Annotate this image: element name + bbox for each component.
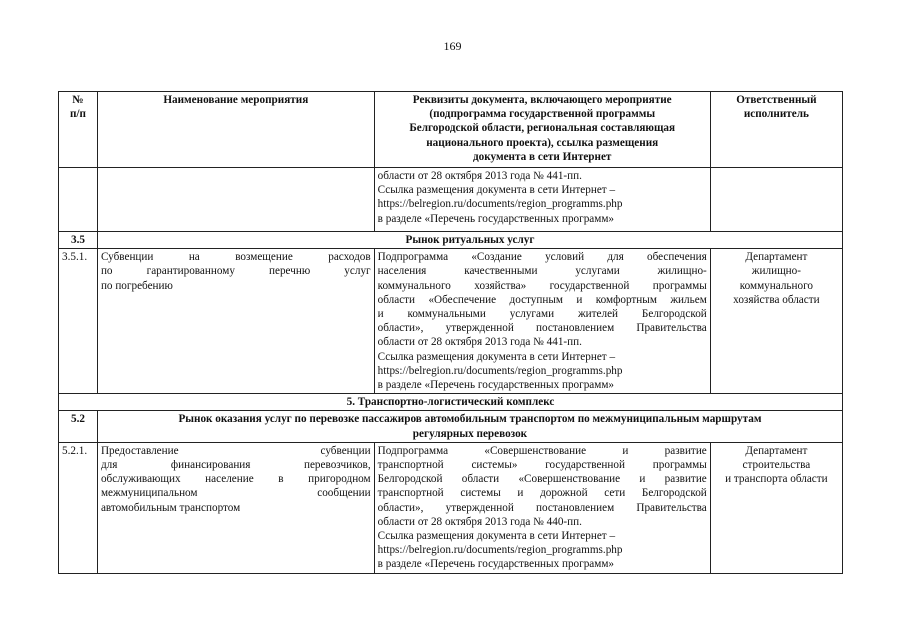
header-name: Наименование мероприятия bbox=[97, 92, 374, 168]
document-details: Подпрограмма «Создание условий для обеспечения населения качественными услугами жилищно- коммунального хозяйства» государственной программы области «Обеспечение доступным и комфортным жильем и коммунальными услугами жителей Белгородской области», утвержденной постановлением Правительства области от 28 октября 2013 года № 441-пп. Ссылка размещения документа в сети Интернет – https://belregion.ru/documents/region_programms.php в разделе «Перечень государственных программ» bbox=[374, 249, 710, 394]
continuation-row bbox=[59, 168, 843, 232]
executor: Департамент жилищно- коммунального хозяйства области bbox=[710, 249, 842, 394]
section-title: Рынок оказания услуг по перевозке пассажиров автомобильным транспортом по межмуниципальным маршрутам регулярных перевозок bbox=[97, 411, 842, 442]
table-row-5-2-1 bbox=[59, 442, 843, 573]
header-number: № п/п bbox=[59, 92, 98, 168]
continuation-details: области от 28 октября 2013 года № 441-пп. Ссылка размещения документа в сети Интернет – https://belregion.ru/documents/region_programms.php в разделе «Перечень государственных программ» bbox=[374, 168, 710, 232]
measures-table bbox=[58, 91, 843, 574]
section-title: 5. Транспортно-логистический комплекс bbox=[59, 394, 843, 411]
measure-name: Субвенции на возмещение расходов по гарантированному перечню услуг по погребению bbox=[97, 249, 374, 394]
section-row-3-5 bbox=[59, 232, 843, 249]
section-row-5-2 bbox=[59, 411, 843, 442]
table-row-3-5-1 bbox=[59, 249, 843, 394]
section-row-5 bbox=[59, 394, 843, 411]
section-title: Рынок ритуальных услуг bbox=[97, 232, 842, 249]
row-number: 5.2.1. bbox=[59, 442, 98, 573]
executor: Департамент строительства и транспорта области bbox=[710, 442, 842, 573]
section-number: 5.2 bbox=[59, 411, 98, 442]
row-number: 3.5.1. bbox=[59, 249, 98, 394]
header-executor: Ответственный исполнитель bbox=[710, 92, 842, 168]
header-details: Реквизиты документа, включающего мероприятие (подпрограмма государственной программы Белгородской области, региональная составляющая национального проекта), ссылка размещения документа в сети Интернет bbox=[374, 92, 710, 168]
document-details: Подпрограмма «Совершенствование и развитие транспортной системы» государственной программы Белгородской области «Совершенствование и развитие транспортной системы и дорожной сети Белгородской области», утвержденной постановлением Правительства области от 28 октября 2013 года № 440-пп. Ссылка размещения документа в сети Интернет – https://belregion.ru/documents/region_programms.php в разделе «Перечень государственных программ» bbox=[374, 442, 710, 573]
section-number: 3.5 bbox=[59, 232, 98, 249]
table-header-row bbox=[59, 92, 843, 168]
page-number: 169 bbox=[443, 39, 462, 53]
measure-name: Предоставление субвенции для финансирования перевозчиков, обслуживающих население в пригородном межмуниципальном сообщении автомобильным транспортом bbox=[97, 442, 374, 573]
